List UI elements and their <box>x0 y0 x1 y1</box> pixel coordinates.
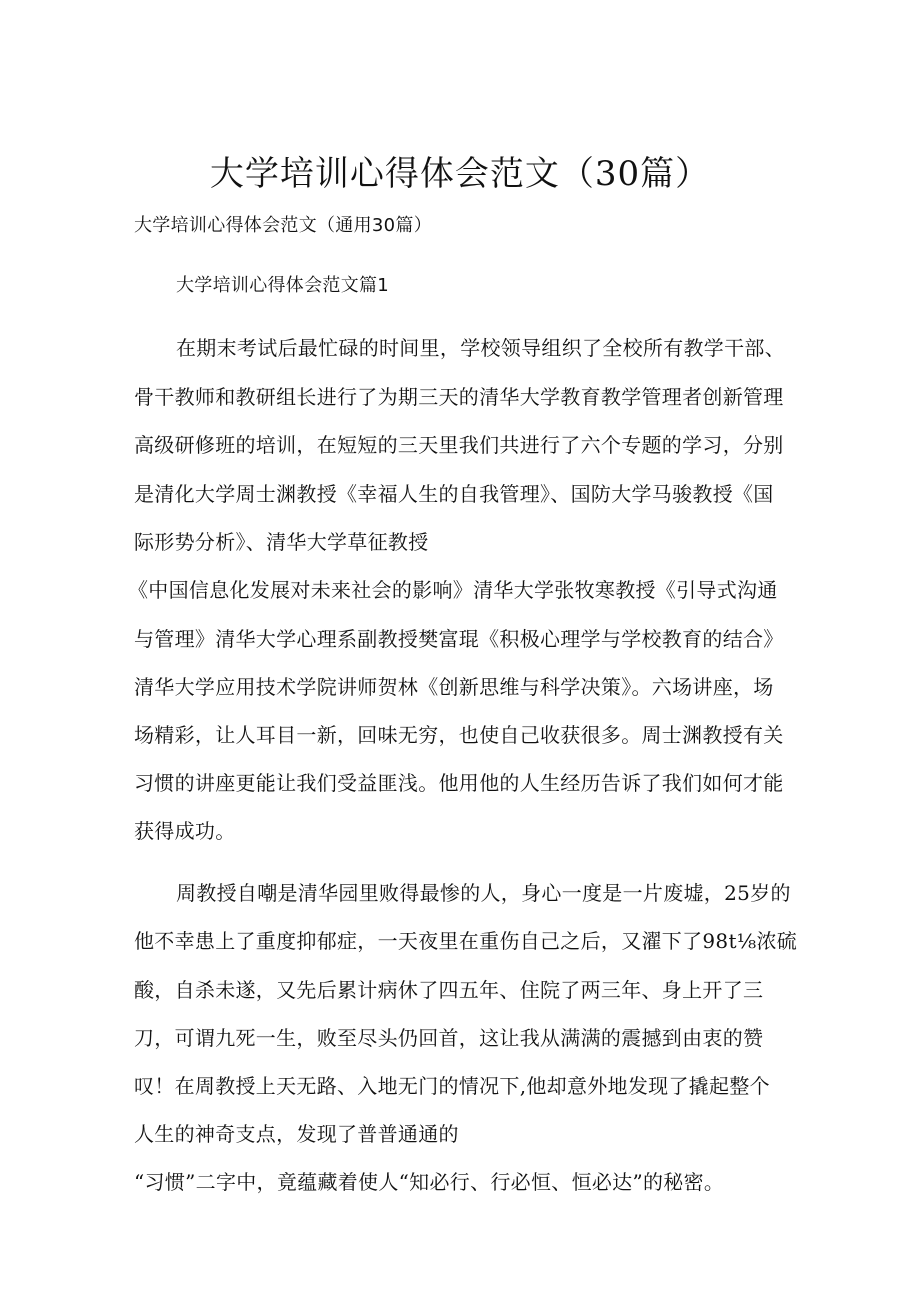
paragraph-line: 叹！在周教授上天无路、入地无门的情况下,他却意外地发现了撬起整个 <box>134 1074 770 1098</box>
paragraph-line: 场精彩，让人耳目一新，回味无穷，也使自己收获很多。周士渊教授有关 <box>134 723 784 747</box>
paragraph-line: 际形势分析》、清华大学草征教授 <box>134 530 429 554</box>
paragraph-line: 是清化大学周士渊教授《幸福人生的自我管理》、国防大学马骏教授《国 <box>134 482 774 506</box>
paragraph-line: 在期末考试后最忙碌的时间里，学校领导组织了全校所有教学干部、 <box>176 336 785 360</box>
section-heading: 大学培训心得体会范文篇1 <box>176 275 390 296</box>
paragraph-line: 习惯的讲座更能让我们受益匪浅。他用他的人生经历告诉了我们如何才能 <box>134 771 784 795</box>
paragraph-line: 获得成功。 <box>134 819 236 843</box>
document-subtitle: 大学培训心得体会范文（通用30篇） <box>134 215 433 236</box>
paragraph-line: 高级研修班的培训，在短短的三天里我们共进行了六个专题的学习，分别 <box>134 433 784 457</box>
paragraph-line: 周教授自嘲是清华园里败得最惨的人，身心一度是一片废墟，25岁的 <box>176 881 791 905</box>
paragraph-line: 酸，自杀未遂，又先后累计病休了四五年、住院了两三年、身上开了三 <box>134 978 764 1002</box>
paragraph-line: 他不幸患上了重度抑郁症，一天夜里在重伤自己之后，又濯下了98t⅛浓硫 <box>134 929 798 953</box>
document-title: 大学培训心得体会范文（30篇） <box>209 154 711 194</box>
paragraph-line: 《中国信息化发展对未来社会的影响》清华大学张牧寒教授《引导式沟通 <box>128 578 778 602</box>
paragraph-line: 刀，可谓九死一生，败至尽头仍回首，这让我从满满的震撼到由衷的赞 <box>134 1026 764 1050</box>
paragraph-line: 人生的神奇支点，发现了普普通通的 <box>134 1122 459 1146</box>
paragraph-line: 骨干教师和教研组长进行了为期三天的清华大学教育教学管理者创新管理 <box>134 385 784 409</box>
paragraph-line: 与管理》清华大学心理系副教授樊富琨《积极心理学与学校教育的结合》 <box>134 627 784 651</box>
paragraph-line: 清华大学应用技术学院讲师贺林《创新思维与科学决策》。六场讲座，场 <box>134 675 774 699</box>
paragraph-line: “习惯”二字中，竟蕴藏着使人“知必行、行必恒、恒必达”的秘密。 <box>134 1170 725 1194</box>
